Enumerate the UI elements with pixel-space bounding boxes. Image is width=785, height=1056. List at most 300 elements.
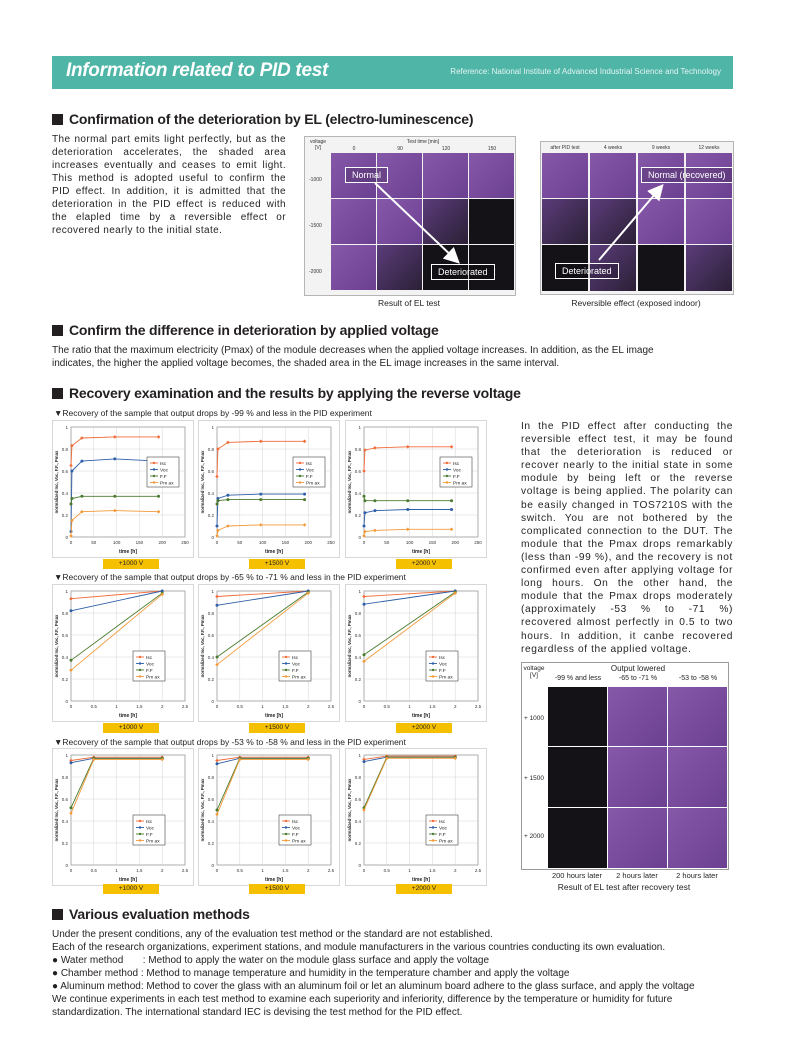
legend-marker [432, 675, 434, 677]
chart-svg [199, 749, 339, 885]
section-recovery-heading-text: Recovery examination and the results by applying the reverse voltage [69, 385, 521, 401]
x-tick-label: 1 [261, 868, 264, 873]
rev-col-3: 12 weeks [698, 145, 720, 151]
section-methods-heading-text: Various evaluation methods [69, 906, 250, 922]
x-axis-label: time [h] [118, 549, 138, 555]
x-tick-label: 0 [362, 868, 366, 873]
rt-footer-0: 200 hours later [551, 871, 603, 880]
section-voltage-heading-text: Confirm the difference in deterioration by applied voltage [69, 322, 439, 338]
legend-label: Voc [306, 468, 315, 474]
x-tick-label: 2 [160, 868, 164, 873]
recovery-row-title-1: ▼Recovery of the sample that output drops by -99 % and less in the PID experiment [54, 408, 372, 418]
recovery-chart [345, 748, 487, 886]
y-tick-label: 0.2 [61, 513, 68, 518]
y-tick-label: 0.2 [207, 513, 214, 518]
data-point [70, 497, 73, 500]
y-tick-label: 0.6 [61, 633, 68, 638]
methods-line: Each of the research organizations, experiment stations, and module manufacturers in the various countries conducting its own evaluation. [52, 942, 666, 953]
legend-marker [139, 833, 141, 835]
legend-label: Isc [439, 655, 446, 661]
data-point [70, 761, 73, 764]
x-tick-label: 0.5 [236, 868, 243, 873]
x-tick-label: 1 [408, 704, 411, 709]
legend-marker [285, 820, 287, 822]
y-axis-label: normalized Isc, Voc, F.F., Pmax [54, 778, 59, 842]
recovery-chart [198, 584, 340, 722]
square-bullet-icon [52, 325, 63, 336]
voltage-label-1000: +1000 V [103, 723, 159, 733]
data-point [216, 762, 219, 765]
y-axis-label: normalized Isc, Voc, F.F., Pmax [200, 614, 205, 678]
el-description: The normal part emits light perfectly, but as the deterioration accelerates, the shaded area increases eventually and ceases to emit light. This method is adopted useful to confirm the PID effect. In addition, it is admitted that the deterioration in the PID effect is reduced with the elapled time by a reversible effect or recovered nearly to the initial state. [52, 134, 286, 236]
legend-label: Voc [146, 662, 155, 668]
legend-marker [153, 481, 155, 483]
y-tick-label: 1 [65, 589, 68, 594]
legend-marker [432, 839, 434, 841]
x-tick-label: 0.5 [383, 868, 390, 873]
x-tick-label: 2.5 [327, 868, 335, 873]
y-tick-label: 0.4 [207, 819, 214, 824]
x-tick-label: 100 [405, 540, 414, 545]
data-point [303, 498, 306, 501]
x-tick-label: 0.5 [90, 868, 97, 873]
x-tick-label: 50 [384, 540, 390, 545]
data-point [363, 603, 366, 606]
data-point [216, 656, 219, 659]
legend-label: Pm ax [306, 481, 320, 487]
legend-label: F.F [146, 832, 153, 838]
methods-line: standardization. The international standard IEC is devising the test method for the PID effect. [52, 1007, 463, 1018]
x-tick-label: 150 [428, 540, 437, 545]
recovery-chart [52, 420, 194, 558]
y-tick-label: 0.2 [354, 677, 361, 682]
legend-label: Isc [292, 819, 299, 825]
y-tick-label: 1 [211, 425, 214, 430]
legend-label: F.F [146, 668, 153, 674]
rt-voltage-1000: + 1000 [523, 715, 545, 722]
rt-voltage-1500: + 1500 [523, 775, 545, 782]
y-axis-label: normalized Isc, Voc, F.F., Pmax [347, 450, 352, 514]
legend-marker [299, 462, 301, 464]
legend-label: Pm ax [439, 839, 453, 845]
voltage-label-1500: +1500 V [249, 559, 305, 569]
voltage-label-1000: +1000 V [103, 884, 159, 894]
legend-marker [153, 462, 155, 464]
plot-area [364, 591, 478, 701]
voltage-label-1500: +1500 V [249, 884, 305, 894]
x-tick-label: 0 [215, 540, 219, 545]
x-tick-label: 150 [135, 540, 144, 545]
chart-svg [53, 749, 193, 885]
x-tick-label: 2.5 [181, 868, 189, 873]
y-tick-label: 0.4 [61, 819, 68, 824]
x-tick-label: 1 [261, 704, 264, 709]
data-point [303, 493, 306, 496]
legend-marker [285, 675, 287, 677]
y-axis-label: normalized Isc, Voc, F.F., Pmax [54, 450, 59, 514]
rt-col-1: -65 to -71 % [618, 675, 658, 682]
data-point [406, 499, 409, 502]
el-test-caption: Result of EL test [377, 298, 441, 308]
x-tick-label: 2 [453, 704, 457, 709]
y-tick-label: 0 [65, 699, 68, 704]
square-bullet-icon [52, 909, 63, 920]
rt-cell [548, 808, 607, 868]
voltage-label-2000: +2000 V [396, 559, 452, 569]
legend-label: Isc [292, 655, 299, 661]
legend-marker [446, 481, 448, 483]
y-tick-label: 0.2 [354, 841, 361, 846]
y-tick-label: 0.6 [61, 797, 68, 802]
recovery-chart [52, 584, 194, 722]
y-tick-label: 0.6 [207, 469, 214, 474]
data-point [216, 604, 219, 607]
legend-marker [285, 662, 287, 664]
y-axis-label: normalized Isc, Voc, F.F., Pmax [200, 450, 205, 514]
data-point [70, 503, 73, 506]
rt-footer-1: 2 hours later [616, 871, 658, 880]
legend-label: Pm ax [292, 675, 306, 681]
y-tick-label: 0.2 [207, 841, 214, 846]
x-tick-label: 0 [362, 704, 366, 709]
y-tick-label: 0 [211, 863, 214, 868]
data-point [259, 498, 262, 501]
y-tick-label: 0.4 [354, 491, 361, 496]
chart-svg [53, 421, 193, 557]
y-tick-label: 1 [358, 589, 361, 594]
y-tick-label: 0.8 [207, 611, 214, 616]
plot-area [217, 591, 331, 701]
y-tick-label: 0.4 [207, 491, 214, 496]
recovery-chart [345, 584, 487, 722]
rev-arrow-icon [541, 142, 733, 294]
rt-footer-2: 2 hours later [676, 871, 718, 880]
x-tick-label: 2.5 [474, 868, 482, 873]
x-tick-label: 2.5 [181, 704, 189, 709]
y-tick-label: 0.8 [207, 775, 214, 780]
rt-cell [548, 747, 607, 807]
square-bullet-icon [52, 388, 63, 399]
rev-normal-label: Normal (recovered) [641, 167, 733, 183]
recovery-row-title-3: ▼Recovery of the sample that output drops by -53 % to -58 % and less in the PID experiment [54, 737, 406, 747]
el-time-2: 120 [441, 146, 451, 152]
legend-marker [285, 839, 287, 841]
data-point [363, 511, 366, 514]
rt-cell [668, 808, 727, 868]
recovery-chart [345, 420, 487, 558]
y-tick-label: 0.4 [354, 819, 361, 824]
rev-col-2: 9 weeks [651, 145, 671, 151]
x-tick-label: 2 [453, 868, 457, 873]
section-el-heading-text: Confirmation of the deterioration by EL (electro-luminescence) [69, 111, 474, 127]
el-time-0: 0 [352, 146, 356, 152]
square-bullet-icon [52, 114, 63, 125]
y-tick-label: 0.8 [207, 447, 214, 452]
data-point [216, 499, 219, 502]
x-tick-label: 0 [362, 540, 366, 545]
legend-label: F.F [439, 668, 446, 674]
el-voltage-1000: -1000 [309, 177, 322, 183]
rt-col-0: -99 % and less [554, 675, 602, 682]
chart-svg [199, 421, 339, 557]
y-axis-label: normalized Isc, Voc, F.F., Pmax [347, 614, 352, 678]
recovery-chart [52, 748, 194, 886]
el-voltage-header: voltage [V] [309, 139, 327, 151]
x-tick-label: 2 [160, 704, 164, 709]
y-tick-label: 0.8 [354, 611, 361, 616]
x-tick-label: 1 [115, 704, 118, 709]
legend-marker [299, 468, 301, 470]
y-tick-label: 0.6 [354, 633, 361, 638]
y-tick-label: 0 [65, 863, 68, 868]
rt-caption: Result of EL test after recovery test [557, 882, 691, 892]
data-point [363, 760, 366, 763]
data-point [157, 495, 160, 498]
legend-label: Voc [160, 468, 169, 474]
x-tick-label: 0 [69, 704, 73, 709]
x-axis-label: time [h] [411, 549, 431, 555]
x-tick-label: 50 [237, 540, 243, 545]
rt-cell [608, 808, 667, 868]
el-voltage-2000: -2000 [309, 269, 322, 275]
legend-marker [139, 826, 141, 828]
x-tick-label: 1.5 [136, 704, 143, 709]
legend-marker [432, 833, 434, 835]
header-banner [52, 56, 733, 89]
y-tick-label: 0.8 [61, 611, 68, 616]
el-arrow-icon [305, 137, 515, 295]
y-tick-label: 1 [211, 753, 214, 758]
y-axis-label: normalized Isc, Voc, F.F., Pmax [200, 778, 205, 842]
y-tick-label: 0.4 [207, 655, 214, 660]
y-tick-label: 0.8 [354, 447, 361, 452]
legend-marker [153, 475, 155, 477]
y-tick-label: 0.2 [61, 677, 68, 682]
recovery-description: In the PID effect after conducting the reversible effect test, it may be found that the deterioration is reduced or recover nearly to the initial state in some module by being left or the reverse voltage is being applied. The polarity can be easily changed in TOS7210S with the switch. You are not bothered by the complicated connection to the DUT. The module that the Pmax drops remarkably (less than -99 %), and the recovery is not confirmed even after applying voltage for long hours. On the other hand, the module that the Pmax drops moderately (approximately -53 % to -71 %) recovered almost perfectly in 0.5 to two hours. In addition, it canbe recovered regardless of the applied voltage. [521, 421, 733, 655]
x-tick-label: 250 [474, 540, 482, 545]
legend-marker [285, 669, 287, 671]
x-tick-label: 2 [306, 868, 310, 873]
legend-label: Pm ax [439, 675, 453, 681]
legend-marker [139, 662, 141, 664]
rt-cell [668, 687, 727, 746]
y-tick-label: 0 [65, 535, 68, 540]
legend-label: Pm ax [453, 481, 467, 487]
el-normal-label: Normal [345, 167, 388, 183]
y-tick-label: 0 [211, 699, 214, 704]
legend-label: Voc [439, 662, 448, 668]
x-axis-label: time [h] [118, 877, 138, 883]
legend-label: Isc [160, 461, 167, 467]
x-tick-label: 0 [69, 868, 73, 873]
legend-marker [139, 839, 141, 841]
chart-svg [346, 421, 486, 557]
rt-cell [548, 687, 607, 746]
legend-label: F.F [453, 474, 460, 480]
data-point [70, 659, 73, 662]
voltage-label-1500: +1500 V [249, 723, 305, 733]
legend-marker [285, 833, 287, 835]
x-tick-label: 1.5 [282, 704, 289, 709]
y-tick-label: 1 [358, 753, 361, 758]
y-axis-label: normalized Isc, Voc, F.F., Pmax [347, 778, 352, 842]
y-axis-label: normalized Isc, Voc, F.F., Pmax [54, 614, 59, 678]
x-tick-label: 0 [215, 704, 219, 709]
legend-marker [446, 475, 448, 477]
legend-label: Isc [146, 655, 153, 661]
x-tick-label: 200 [451, 540, 459, 545]
x-tick-label: 2.5 [474, 704, 482, 709]
chart-svg [53, 585, 193, 721]
data-point [406, 508, 409, 511]
y-tick-label: 0.6 [354, 797, 361, 802]
data-point [70, 609, 73, 612]
x-tick-label: 1.5 [282, 868, 289, 873]
data-point [80, 495, 83, 498]
methods-line: Under the present conditions, any of the evaluation test method or the standard are not established. [52, 929, 493, 940]
x-tick-label: 250 [327, 540, 335, 545]
el-test-figure [304, 136, 516, 296]
data-point [113, 457, 116, 460]
data-point [216, 525, 219, 528]
reversible-caption: Reversible effect (exposed indoor) [571, 298, 701, 308]
data-point [450, 508, 453, 511]
legend-marker [432, 656, 434, 658]
legend-marker [139, 820, 141, 822]
y-tick-label: 0 [358, 535, 361, 540]
y-tick-label: 0.6 [354, 469, 361, 474]
legend-label: F.F [306, 474, 313, 480]
methods-line: We continue experiments in each test method to examine each superiority and inferiority, difference by the temperature or humidity for future [52, 994, 673, 1005]
y-tick-label: 0.6 [61, 469, 68, 474]
x-axis-label: time [h] [411, 877, 431, 883]
legend-label: Pm ax [292, 839, 306, 845]
legend-marker [446, 468, 448, 470]
y-tick-label: 0.4 [354, 655, 361, 660]
data-point [373, 509, 376, 512]
data-point [216, 503, 219, 506]
x-tick-label: 100 [112, 540, 121, 545]
rt-cell [668, 747, 727, 807]
el-time-3: 150 [487, 146, 497, 152]
el-time-header: Test time [min] [406, 139, 440, 145]
y-tick-label: 0.2 [61, 841, 68, 846]
x-tick-label: 0 [69, 540, 73, 545]
data-point [259, 493, 262, 496]
x-tick-label: 200 [304, 540, 312, 545]
recovery-chart [198, 420, 340, 558]
y-tick-label: 0.8 [61, 447, 68, 452]
chart-svg [199, 585, 339, 721]
legend-label: F.F [292, 668, 299, 674]
legend-label: Voc [292, 662, 301, 668]
section-recovery-heading [52, 385, 521, 401]
reversible-figure [540, 141, 734, 295]
x-tick-label: 2.5 [327, 704, 335, 709]
x-axis-label: time [h] [118, 713, 138, 719]
y-tick-label: 0.4 [61, 491, 68, 496]
recovery-chart [198, 748, 340, 886]
x-tick-label: 100 [258, 540, 267, 545]
x-tick-label: 1 [408, 868, 411, 873]
voltage-label-1000: +1000 V [103, 559, 159, 569]
section-el-heading [52, 111, 473, 127]
data-point [113, 495, 116, 498]
section-methods-heading [52, 906, 250, 922]
legend-marker [432, 826, 434, 828]
y-tick-label: 0.8 [354, 775, 361, 780]
y-tick-label: 0.8 [61, 775, 68, 780]
legend-marker [139, 669, 141, 671]
methods-list [52, 928, 742, 1019]
legend-label: Voc [439, 826, 448, 832]
data-point [226, 494, 229, 497]
x-tick-label: 0.5 [90, 704, 97, 709]
x-tick-label: 200 [158, 540, 166, 545]
legend-label: Isc [439, 819, 446, 825]
legend-marker [446, 462, 448, 464]
legend-label: Voc [292, 826, 301, 832]
legend-marker [153, 468, 155, 470]
data-point [363, 653, 366, 656]
data-point [80, 460, 83, 463]
voltage-description-1: The ratio that the maximum electricity (Pmax) of the module decreases when the applied voltage increases. In addition, as the EL image [52, 345, 654, 356]
page-title: Information related to PID test [66, 60, 329, 81]
x-tick-label: 1.5 [429, 704, 436, 709]
x-tick-label: 0.5 [383, 704, 390, 709]
rev-col-0: after PID test [550, 145, 580, 151]
legend-label: Pm ax [146, 839, 160, 845]
section-voltage-heading [52, 322, 439, 338]
x-tick-label: 0 [215, 868, 219, 873]
legend-label: Pm ax [146, 675, 160, 681]
x-tick-label: 0.5 [236, 704, 243, 709]
rt-voltage-header: voltage [V] [523, 665, 545, 679]
methods-line: ● Chamber method : Method to manage temperature and humidity in the temperature chamber and apply the voltage [52, 968, 570, 979]
legend-label: F.F [160, 474, 167, 480]
data-point [373, 499, 376, 502]
el-voltage-1500: -1500 [309, 223, 322, 229]
y-tick-label: 0 [211, 535, 214, 540]
legend-marker [299, 475, 301, 477]
y-tick-label: 0.6 [207, 797, 214, 802]
legend-marker [299, 481, 301, 483]
el-deteriorated-label: Deteriorated [431, 264, 495, 280]
x-axis-label: time [h] [411, 713, 431, 719]
x-tick-label: 150 [281, 540, 290, 545]
x-tick-label: 1 [115, 868, 118, 873]
chart-svg [346, 749, 486, 885]
legend-label: Isc [306, 461, 313, 467]
data-point [70, 806, 73, 809]
recovery-row-title-2: ▼Recovery of the sample that output drops by -65 % to -71 % and less in the PID experiment [54, 572, 406, 582]
methods-line: ● Water method : Method to apply the water on the module glass surface and apply the voltage [52, 955, 490, 966]
voltage-description-2: indicates, the higher the applied voltage becomes, the shaded area in the EL image increases in the same interval. [52, 358, 560, 369]
voltage-label-2000: +2000 V [396, 884, 452, 894]
data-point [450, 499, 453, 502]
legend-label: F.F [439, 832, 446, 838]
legend-marker [432, 820, 434, 822]
chart-svg [346, 585, 486, 721]
y-tick-label: 0 [358, 699, 361, 704]
legend-label: Isc [146, 819, 153, 825]
data-point [226, 498, 229, 501]
y-tick-label: 0.2 [354, 513, 361, 518]
legend-label: Isc [453, 461, 460, 467]
legend-marker [139, 675, 141, 677]
rt-voltage-2000: + 2000 [523, 833, 545, 840]
x-axis-label: time [h] [264, 877, 284, 883]
